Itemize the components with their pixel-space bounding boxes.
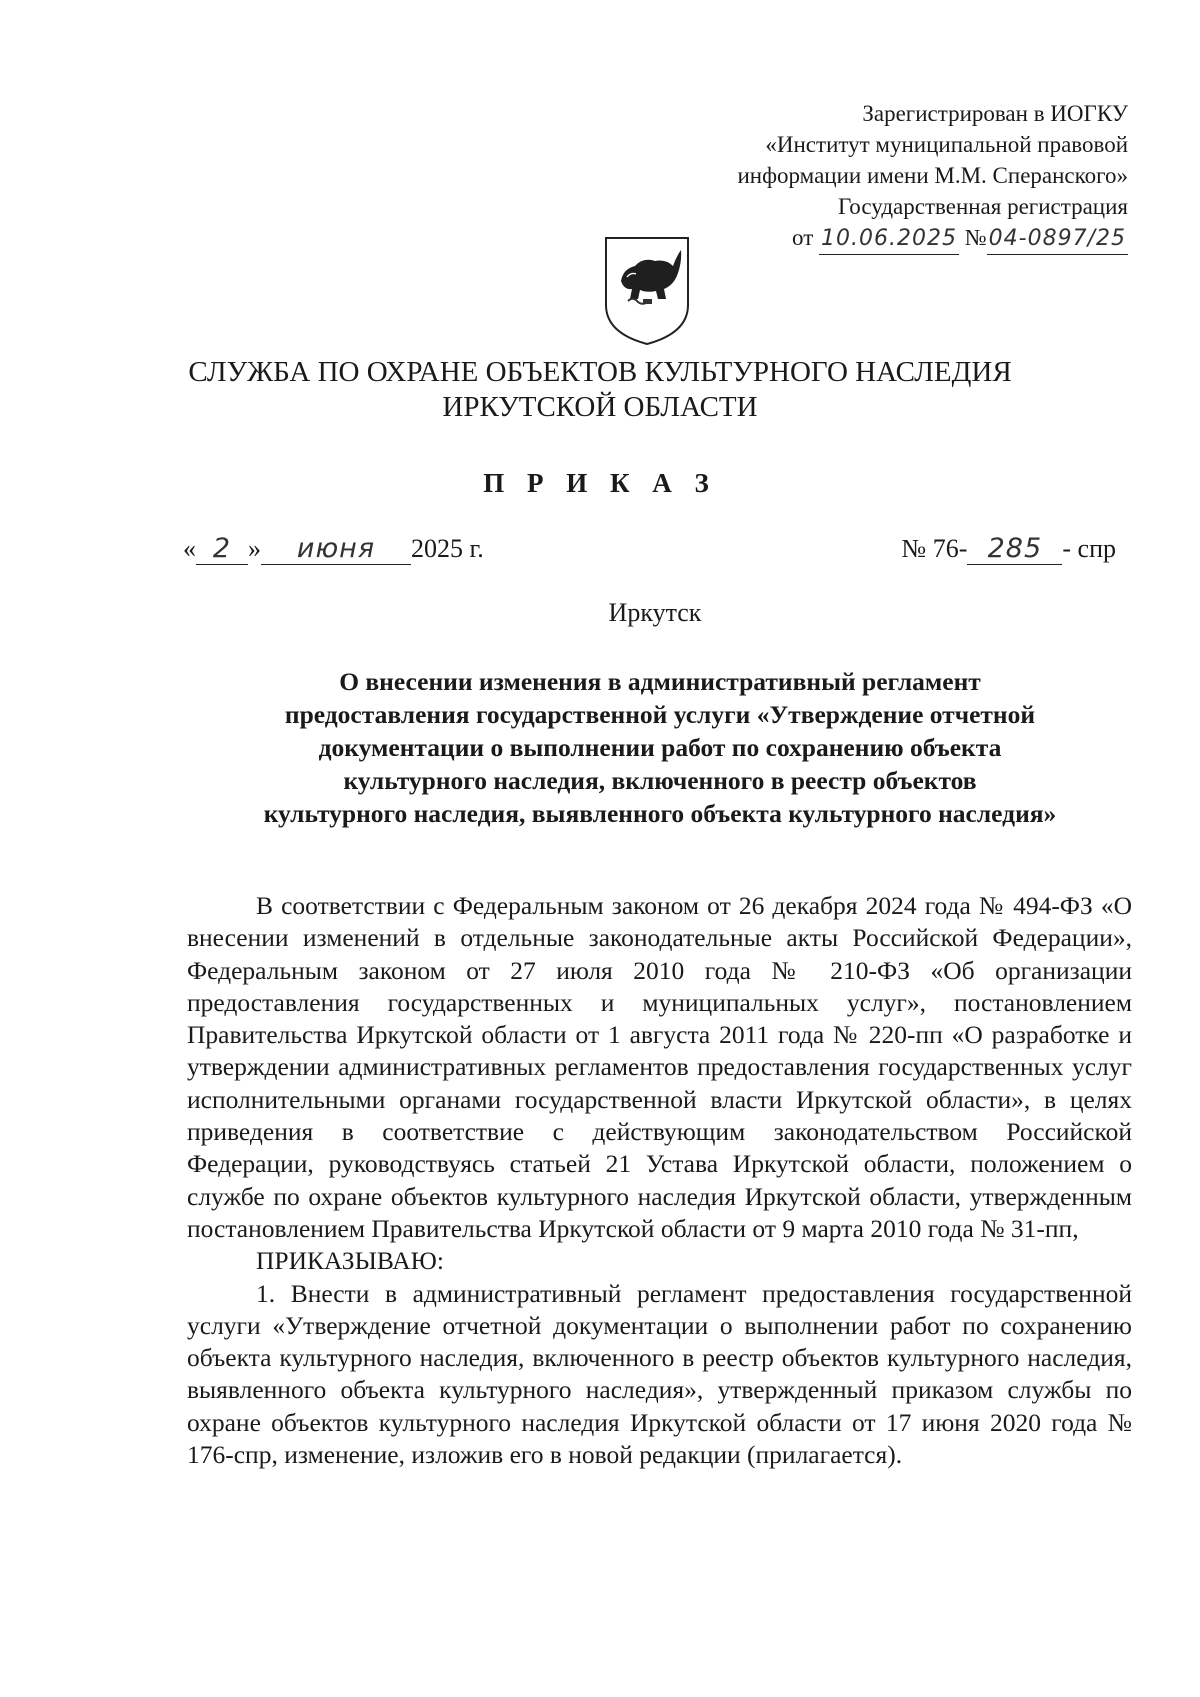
item-1-paragraph: 1. Внести в административный регламент предоставления государственной услуги «Утверждение отчетной документации о выполнении работ по сохранению объекта культурного наследия, включенного в реестр объектов культурного наследия, выявленного объекта культурного наследия», утвержденный приказом службы по охране объектов культурного наследия Иркутской области от 17 июня 2020 года № 176-спр, изменение, изложив его в новой редакции (прилагается). [187, 1278, 1132, 1470]
order-month: июня [261, 533, 411, 565]
order-word: ПРИКАЗЫВАЮ: [256, 1246, 444, 1276]
order-number-prefix: № 76- [901, 534, 968, 563]
order-year: 2025 г. [411, 534, 484, 563]
registration-stamp [738, 98, 1129, 255]
registration-date: 10.06.2025 [819, 223, 959, 255]
registration-from-label: от [792, 225, 814, 250]
subject-line-5: культурного наследия, выявленного объекта культурного наследия» [263, 799, 1057, 828]
subject-line-1: О внесении изменения в административный регламент [339, 667, 981, 696]
order-body [187, 890, 1132, 1471]
subject-line-3: документации о выполнении работ по сохранению объекта [318, 733, 1002, 762]
order-number-value: 285 [967, 533, 1062, 565]
order-subject [120, 665, 1200, 830]
order-date [183, 533, 484, 565]
registration-number: 04-0897/25 [987, 223, 1128, 255]
organization-name [0, 355, 1200, 425]
date-close-quote: » [248, 534, 261, 563]
subject-line-2: предоставления государственной услуги «Утверждение отчетной [284, 700, 1036, 729]
registration-line-2: «Институт муниципальной правовой [765, 132, 1128, 157]
registration-line-3: информации имени М.М. Сперанского» [737, 163, 1128, 188]
subject-line-4: культурного наследия, включенного в реестр объектов [343, 766, 977, 795]
order-day: 2 [196, 533, 248, 565]
order-number-suffix: - спр [1062, 534, 1116, 563]
order-number [901, 533, 1116, 565]
preamble-paragraph: В соответствии с Федеральным законом от 26 декабря 2024 года № 494-ФЗ «О внесении изменений в отдельные законодательные акты Российской Федерации», Федеральным законом от 27 июля 2010 года № 210-ФЗ «Об организации предоставления государственных и муниципальных услуг», постановлением Правительства Иркутской области от 1 августа 2011 года № 220-пп «О разработке и утверждении административных регламентов предоставления государственных услуг исполнительными органами государственной власти Иркутской области», в целях приведения в соответствие с действующим законодательством Российской Федерации, руководствуясь статьей 21 Устава Иркутской области, положением о службе по охране объектов культурного наследия Иркутской области, утвержденным постановлением Правительства Иркутской области от 9 марта 2010 года № 31-пп, [187, 891, 1132, 1243]
registration-number-label: № [964, 225, 987, 250]
organization-line-2: ИРКУТСКОЙ ОБЛАСТИ [442, 391, 758, 423]
order-title: П Р И К А З [483, 468, 717, 498]
irkutsk-coat-of-arms-icon [603, 235, 691, 347]
registration-line-5 [738, 222, 1129, 255]
organization-line-1: СЛУЖБА ПО ОХРАНЕ ОБЪЕКТОВ КУЛЬТУРНОГО НАСЛЕДИЯ [188, 356, 1012, 388]
date-open-quote: « [183, 534, 196, 563]
city: Иркутск [608, 598, 702, 627]
registration-line-4: Государственная регистрация [838, 194, 1128, 219]
registration-line-1: Зарегистрирован в ИОГКУ [862, 101, 1128, 126]
